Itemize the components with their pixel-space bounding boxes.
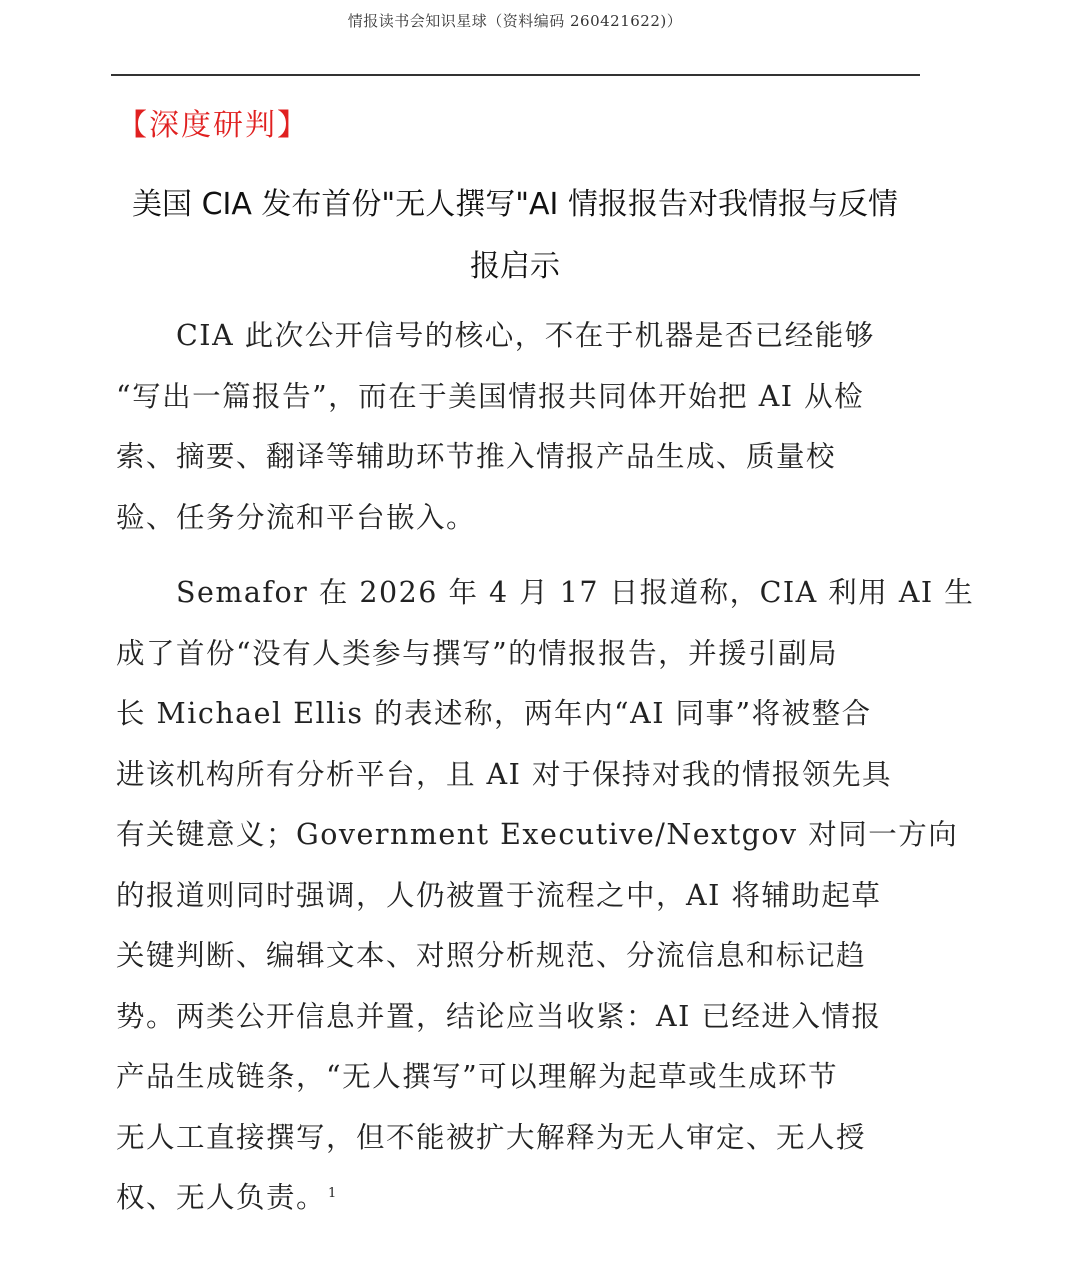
- footnote-marker[interactable]: 1: [328, 1186, 338, 1201]
- paragraph-line: 产品生成链条，“无人撰写”可以理解为起草或生成环节: [116, 1060, 839, 1093]
- article-title: [110, 174, 920, 298]
- paragraph-line-text: 权、无人负责。: [116, 1181, 327, 1214]
- paragraph-2: [116, 563, 975, 1229]
- paragraph-line: 有关键意义；Government Executive/Nextgov 对同一方向: [116, 818, 959, 851]
- paragraph-1: [116, 306, 916, 548]
- paragraph-last-line: [116, 1168, 916, 1229]
- paragraph-line: CIA 此次公开信号的核心，不在于机器是否已经能够: [176, 319, 875, 352]
- paragraph-line: 的报道则同时强调，人仍被置于流程之中，AI 将辅助起草: [116, 878, 882, 912]
- paragraph-line: “写出一篇报告”，而在于美国情报共同体开始把 AI 从检: [116, 379, 865, 413]
- paragraph-line: 索、摘要、翻译等辅助环节推入情报产品生成、质量校: [116, 440, 837, 473]
- paragraph-line: 进该机构所有分析平台，且 AI 对于保持对我的情报领先具: [116, 757, 892, 791]
- section-tag: 【深度研判】: [117, 108, 309, 143]
- paragraph-line: 无人工直接撰写，但不能被扩大解释为无人审定、无人授: [116, 1120, 867, 1154]
- paragraph-line: Semafor 在 2026 年 4 月 17 日报道称，CIA 利用 AI 生: [176, 576, 975, 609]
- paragraph-line: 势。两类公开信息并置，结论应当收紧：AI 已经进入情报: [116, 999, 882, 1033]
- paragraph-line: 长 Michael Ellis 的表述称，两年内“AI 同事”将被整合: [116, 697, 872, 730]
- paragraph-line: 关键判断、编辑文本、对照分析规范、分流信息和标记趋: [116, 939, 867, 972]
- paragraph-line: 成了首份“没有人类参与撰写”的情报报告，并援引副局: [116, 636, 839, 670]
- article-title-line-1: 美国 CIA 发布首份"无人撰写"AI 情报报告对我情报与反情: [132, 187, 898, 222]
- header-divider: [111, 74, 920, 76]
- page-header: 情报读书会知识星球（资料编码 260421622)）: [347, 12, 683, 30]
- article-title-line-2: 报启示: [470, 249, 560, 284]
- paragraph-line: 验、任务分流和平台嵌入。: [116, 500, 477, 534]
